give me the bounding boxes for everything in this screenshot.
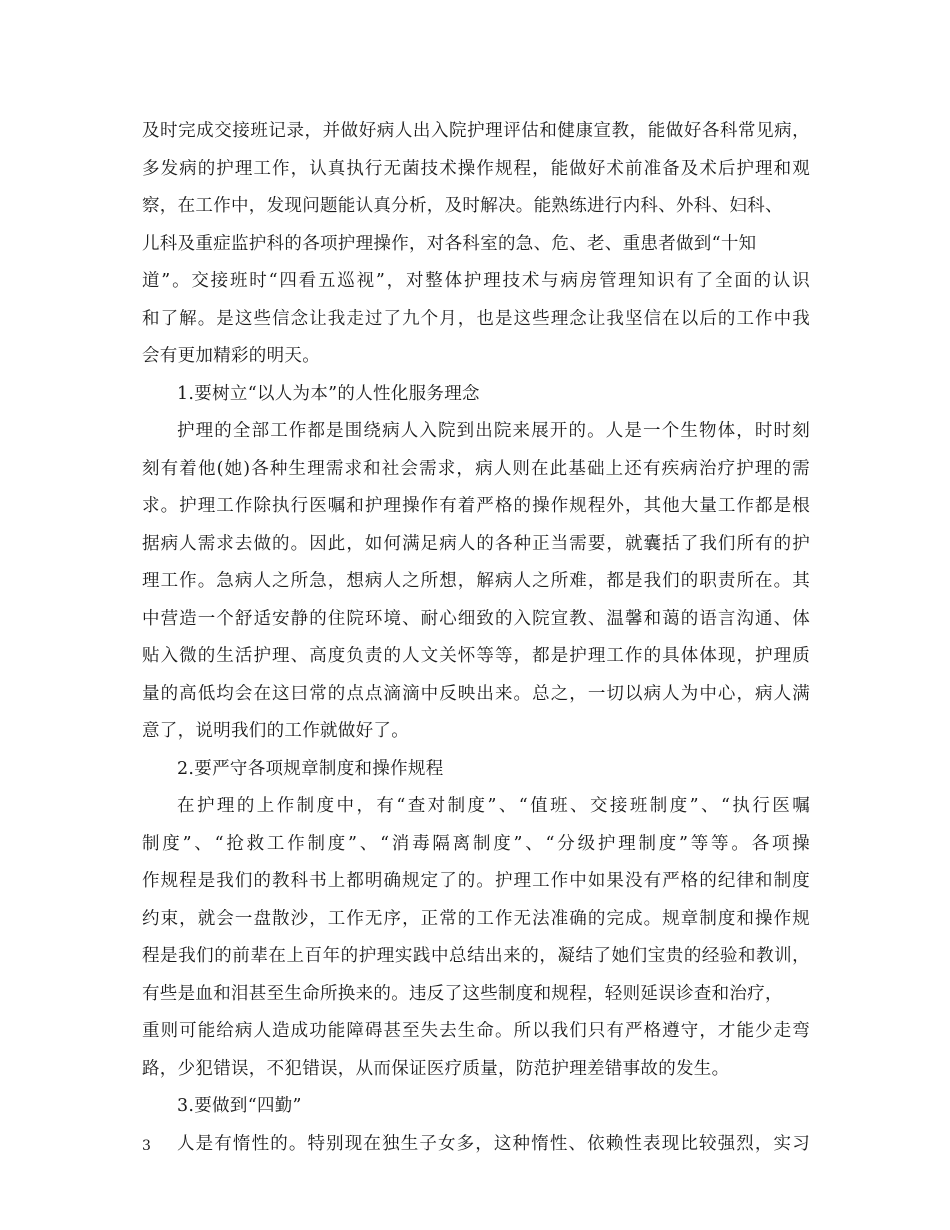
paragraph-line: 量的高低均会在这曰常的点点滴滴中反映出来。总之，一切以病人为中心，病人满 <box>142 683 810 704</box>
page-number: 3 <box>142 1138 151 1154</box>
paragraph-line: 中营造一个舒适安静的住院环境、耐心细致的入院宣教、温馨和蔼的语言沟通、体 <box>142 608 810 629</box>
section-heading: 2.要严守各项规章制度和操作规程 <box>177 758 444 779</box>
paragraph-line: 儿科及重症监护科的各项护理操作，对各科室的急、危、老、重患者做到“十知 <box>142 233 757 254</box>
paragraph-line: 刻有着他(她)各种生理需求和社会需求，病人则在此基础上还有疾病治疗护理的需 <box>142 458 810 479</box>
paragraph-line: 察，在工作中，发现问题能认真分析，及时解决。能熟练进行内科、外科、妇科、 <box>142 196 783 216</box>
paragraph-line: 据病人需求去做的。因此，如何满足病人的各种正当需要，就囊括了我们所有的护 <box>142 533 810 554</box>
paragraph-line: 意了，说明我们的工作就做好了。 <box>142 721 409 741</box>
paragraph-line: 和了解。是这些信念让我走过了九个月，也是这些理念让我坚信在以后的工作中我 <box>142 308 810 329</box>
paragraph-line: 及时完成交接班记录，并做好病人出入院护理评估和健康宣教，能做好各科常见病， <box>142 121 810 141</box>
paragraph-line: 道”。交接班时“四看五巡视”，对整体护理技术与病房管理知识有了全面的认识 <box>142 271 810 291</box>
paragraph-line: 护理的全部工作都是围绕病人入院到出院来展开的。人是一个生物体，时时刻 <box>177 421 810 441</box>
paragraph-line: 人是有惰性的。特别现在独生子女多，这种惰性、依赖性表现比较强烈，实习 <box>177 1133 810 1154</box>
paragraph-line: 有些是血和泪甚至生命所换来的。违反了这些制度和规程，轻则延误诊查和治疗， <box>142 983 783 1004</box>
paragraph-line: 程是我们的前辈在上百年的护理实践中总结出来的，凝结了她们宝贵的经验和教训， <box>142 946 810 966</box>
paragraph-line: 作规程是我们的教科书上都明确规定了的。护理工作中如果没有严格的纪律和制度 <box>142 871 810 891</box>
section-heading: 1.要树立“以人为本”的人性化服务理念 <box>177 383 480 404</box>
paragraph-line: 会有更加精彩的明天。 <box>142 346 320 366</box>
body-text <box>142 113 810 1163</box>
paragraph-line: 制度”、“抢救工作制度”、“消毒隔离制度”、“分级护理制度”等等。各项操 <box>142 833 810 854</box>
paragraph-line: 贴入微的生活护理、高度负责的人文关怀等等，都是护理工作的具体体现，护理质 <box>142 646 810 666</box>
section-heading: 3.要做到“四勤” <box>177 1096 302 1116</box>
paragraph-line: 理工作。急病人之所急，想病人之所想，解病人之所难，都是我们的职责所在。其 <box>142 571 810 591</box>
paragraph-line: 多发病的护理工作，认真执行无菌技术操作规程，能做好术前准备及术后护理和观 <box>142 158 810 179</box>
paragraph-line: 在护理的上作制度中，有“查对制度”、“值班、交接班制度”、“执行医嘱 <box>177 796 810 816</box>
paragraph-line: 约束，就会一盘散沙，工作无序，正常的工作无法准确的完成。规章制度和操作规 <box>142 908 810 929</box>
paragraph-line: 重则可能给病人造成功能障碍甚至失去生命。所以我们只有严格遵守，才能少走弯 <box>142 1021 810 1041</box>
paragraph-line: 路，少犯错误，不犯错误，从而保证医疗质量，防范护理差错事故的发生。 <box>142 1058 730 1079</box>
paragraph-line: 求。护理工作除执行医嘱和护理操作有着严格的操作规程外，其他大量工作都是根 <box>142 496 810 516</box>
